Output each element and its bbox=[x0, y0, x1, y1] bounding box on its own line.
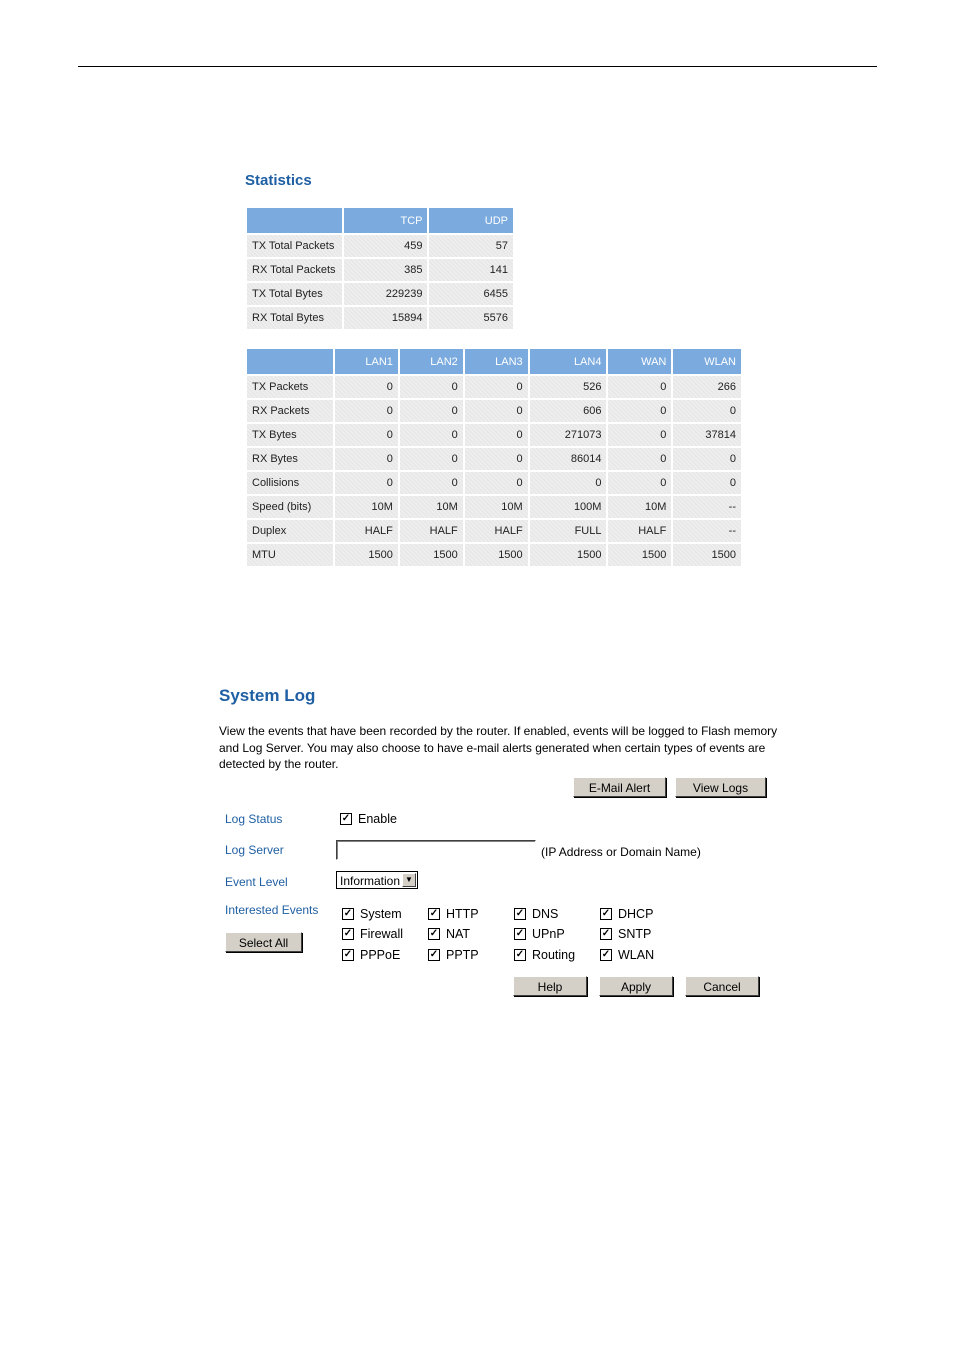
table-cell: 266 bbox=[673, 374, 741, 398]
table-cell: 606 bbox=[530, 398, 609, 422]
event-label: DNS bbox=[532, 907, 559, 921]
table-cell: 526 bbox=[530, 374, 609, 398]
view-logs-button[interactable]: View Logs bbox=[675, 777, 766, 797]
table-cell: 0 bbox=[673, 446, 741, 470]
table-cell: 6455 bbox=[429, 281, 513, 305]
log-server-hint: (IP Address or Domain Name) bbox=[541, 845, 701, 859]
header-cell: LAN3 bbox=[465, 349, 530, 374]
table-cell: 15894 bbox=[344, 305, 430, 329]
table-row bbox=[247, 305, 513, 329]
table-cell: 0 bbox=[400, 470, 465, 494]
table-cell: 0 bbox=[335, 374, 400, 398]
row-label: TX Packets bbox=[247, 374, 335, 398]
table-cell: -- bbox=[673, 494, 741, 518]
table-row bbox=[247, 494, 741, 518]
table-cell: 57 bbox=[429, 233, 513, 257]
table-cell: 0 bbox=[608, 422, 673, 446]
log-server-label: Log Server bbox=[225, 843, 284, 857]
table-row bbox=[247, 422, 741, 446]
log-status-label: Log Status bbox=[225, 812, 283, 826]
row-label: Duplex bbox=[247, 518, 335, 542]
event-system-checkbox[interactable]: ✓ bbox=[343, 908, 353, 919]
table-cell: 1500 bbox=[530, 542, 609, 566]
table-row bbox=[247, 446, 741, 470]
table-cell: 459 bbox=[344, 233, 430, 257]
row-label: TX Bytes bbox=[247, 422, 335, 446]
table-cell: 0 bbox=[608, 446, 673, 470]
table-cell: 141 bbox=[429, 257, 513, 281]
row-label: Speed (bits) bbox=[247, 494, 335, 518]
header-cell bbox=[247, 208, 344, 233]
table-row bbox=[247, 233, 513, 257]
event-pppoe-checkbox[interactable]: ✓ bbox=[343, 949, 353, 960]
event-level-value: Information bbox=[340, 874, 401, 888]
table-cell: 86014 bbox=[530, 446, 609, 470]
table-cell: 0 bbox=[465, 398, 530, 422]
header-cell: LAN1 bbox=[335, 349, 400, 374]
header-cell: TCP bbox=[344, 208, 430, 233]
row-label: RX Bytes bbox=[247, 446, 335, 470]
table-cell: HALF bbox=[608, 518, 673, 542]
event-label: Firewall bbox=[360, 927, 404, 941]
header-cell: WLAN bbox=[673, 349, 741, 374]
header-cell bbox=[247, 349, 335, 374]
table-cell: 1500 bbox=[673, 542, 741, 566]
event-dns-checkbox[interactable]: ✓ bbox=[515, 908, 525, 919]
select-all-button[interactable]: Select All bbox=[225, 932, 302, 952]
event-label: PPPoE bbox=[360, 948, 401, 962]
row-label: RX Packets bbox=[247, 398, 335, 422]
top-rule bbox=[78, 66, 877, 67]
table-cell: 0 bbox=[608, 374, 673, 398]
table-cell: 0 bbox=[335, 470, 400, 494]
event-label: UPnP bbox=[532, 927, 565, 941]
table-cell: 0 bbox=[673, 398, 741, 422]
table-cell: 10M bbox=[465, 494, 530, 518]
table-cell: 0 bbox=[335, 398, 400, 422]
row-label: TX Total Packets bbox=[247, 233, 344, 257]
table-cell: 0 bbox=[465, 446, 530, 470]
header-cell: LAN2 bbox=[400, 349, 465, 374]
table-cell: 0 bbox=[608, 470, 673, 494]
event-label: Routing bbox=[532, 948, 576, 962]
table-cell: 10M bbox=[608, 494, 673, 518]
event-label: System bbox=[360, 907, 402, 921]
table-cell: 10M bbox=[400, 494, 465, 518]
table-row bbox=[247, 470, 741, 494]
event-label: HTTP bbox=[446, 907, 479, 921]
row-label: RX Total Bytes bbox=[247, 305, 344, 329]
table-cell: 0 bbox=[335, 446, 400, 470]
header-cell: LAN4 bbox=[530, 349, 609, 374]
chevron-down-icon[interactable]: ▼ bbox=[402, 873, 416, 887]
header-cell: WAN bbox=[608, 349, 673, 374]
protocol-stats-table bbox=[247, 208, 513, 329]
event-pptp-checkbox[interactable]: ✓ bbox=[429, 949, 439, 960]
table-row bbox=[247, 374, 741, 398]
event-firewall-checkbox[interactable]: ✓ bbox=[343, 928, 353, 939]
table-cell: 1500 bbox=[400, 542, 465, 566]
table-row bbox=[247, 542, 741, 566]
email-alert-button[interactable]: E-Mail Alert bbox=[573, 777, 666, 797]
table-cell: 0 bbox=[400, 422, 465, 446]
table-header-row bbox=[247, 349, 741, 374]
table-cell: 0 bbox=[335, 422, 400, 446]
event-sntp-checkbox[interactable]: ✓ bbox=[601, 928, 611, 939]
table-cell: 0 bbox=[465, 422, 530, 446]
event-wlan-checkbox[interactable]: ✓ bbox=[601, 949, 611, 960]
help-button[interactable]: Help bbox=[513, 976, 587, 996]
row-label: TX Total Bytes bbox=[247, 281, 344, 305]
table-cell: 0 bbox=[400, 446, 465, 470]
table-header-row bbox=[247, 208, 513, 233]
table-cell: HALF bbox=[335, 518, 400, 542]
row-label: MTU bbox=[247, 542, 335, 566]
table-row bbox=[247, 281, 513, 305]
table-cell: 229239 bbox=[344, 281, 430, 305]
table-cell: 0 bbox=[465, 470, 530, 494]
table-cell: 5576 bbox=[429, 305, 513, 329]
table-cell: FULL bbox=[530, 518, 609, 542]
apply-button[interactable]: Apply bbox=[599, 976, 673, 996]
table-cell: 100M bbox=[530, 494, 609, 518]
event-level-select[interactable] bbox=[336, 871, 418, 889]
system-log-title: System Log bbox=[219, 686, 316, 705]
table-cell: 0 bbox=[400, 398, 465, 422]
statistics-title: Statistics bbox=[245, 172, 312, 189]
event-label: NAT bbox=[446, 927, 471, 941]
event-http-checkbox[interactable]: ✓ bbox=[429, 908, 439, 919]
interested-events-label: Interested Events bbox=[225, 903, 319, 917]
event-routing-checkbox[interactable]: ✓ bbox=[515, 949, 525, 960]
row-label: RX Total Packets bbox=[247, 257, 344, 281]
table-row bbox=[247, 257, 513, 281]
table-cell: 1500 bbox=[335, 542, 400, 566]
event-nat-checkbox[interactable]: ✓ bbox=[429, 928, 439, 939]
table-row bbox=[247, 398, 741, 422]
table-cell: 0 bbox=[465, 374, 530, 398]
table-cell: 0 bbox=[530, 470, 609, 494]
event-label: SNTP bbox=[618, 927, 652, 941]
event-dhcp-checkbox[interactable]: ✓ bbox=[601, 908, 611, 919]
event-label: WLAN bbox=[618, 948, 655, 962]
event-label: DHCP bbox=[618, 907, 654, 921]
table-cell: 0 bbox=[673, 470, 741, 494]
table-cell: HALF bbox=[465, 518, 530, 542]
table-cell: 1500 bbox=[465, 542, 530, 566]
header-cell: UDP bbox=[429, 208, 513, 233]
enable-checkbox[interactable]: ✓ bbox=[341, 813, 351, 824]
table-cell: 271073 bbox=[530, 422, 609, 446]
table-cell: HALF bbox=[400, 518, 465, 542]
table-cell: 1500 bbox=[608, 542, 673, 566]
table-cell: -- bbox=[673, 518, 741, 542]
table-cell: 0 bbox=[608, 398, 673, 422]
table-cell: 385 bbox=[344, 257, 430, 281]
event-label: PPTP bbox=[446, 948, 479, 962]
table-cell: 37814 bbox=[673, 422, 741, 446]
table-row bbox=[247, 518, 741, 542]
row-label: Collisions bbox=[247, 470, 335, 494]
event-upnp-checkbox[interactable]: ✓ bbox=[515, 928, 525, 939]
system-log-description: View the events that have been recorded by the router. If enabled, events will be logged to Flash memory and Log Server. You may also choose to have e-mail alerts generated when certain types of events are detected by the router. bbox=[219, 724, 778, 771]
table-cell: 10M bbox=[335, 494, 400, 518]
table-cell: 0 bbox=[400, 374, 465, 398]
event-level-label: Event Level bbox=[225, 875, 288, 889]
cancel-button[interactable]: Cancel bbox=[685, 976, 759, 996]
port-stats-table bbox=[247, 349, 741, 566]
enable-label: Enable bbox=[358, 812, 397, 826]
log-server-input[interactable] bbox=[336, 840, 536, 860]
